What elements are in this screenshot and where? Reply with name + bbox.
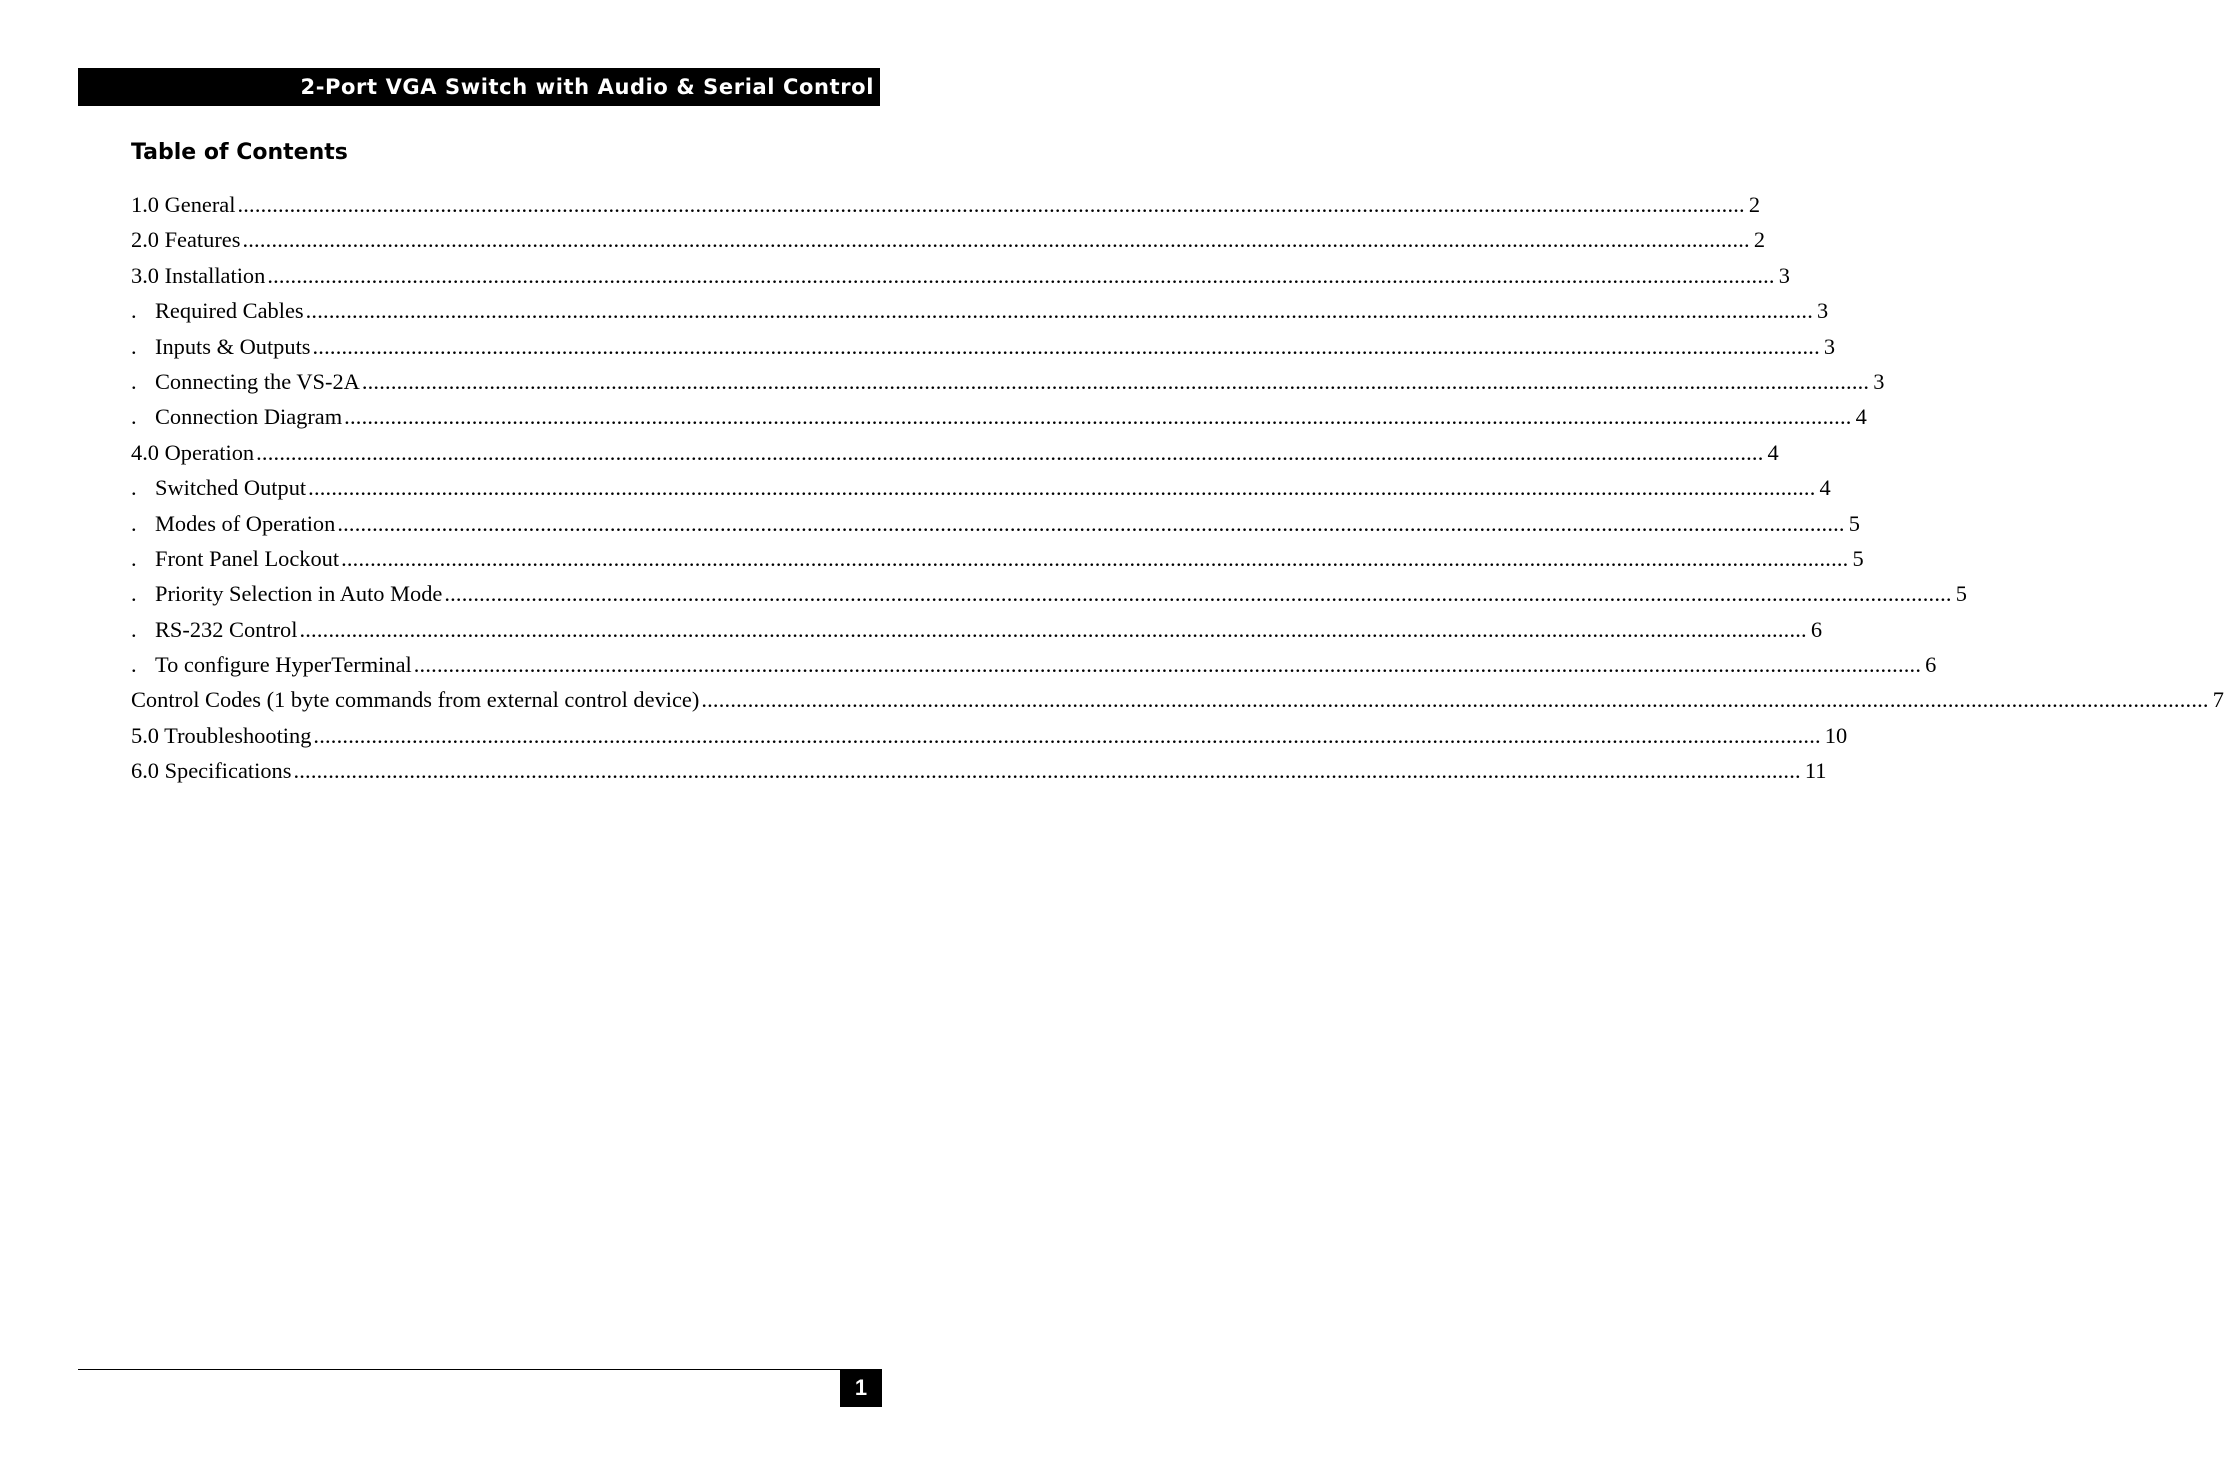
toc-entry-label: 4.0 Operation xyxy=(131,439,255,465)
toc-entry-bullet: . xyxy=(131,616,137,642)
toc-entry-bullet: . xyxy=(131,581,137,607)
toc-entry-label: Connection Diagram xyxy=(155,404,343,430)
toc-dot-leader: .................................................................................................................................................................................................................................................................... xyxy=(341,545,1849,571)
toc-entry-page: 6 xyxy=(1925,652,1937,678)
toc-entry-label: 1.0 General xyxy=(131,192,236,217)
toc-dot-leader: .................................................................................................................................................................................................................................................................... xyxy=(256,439,1764,465)
toc-dot-leader: .................................................................................................................................................................................................................................................................... xyxy=(312,333,1820,359)
toc-entry[interactable] xyxy=(131,682,2224,717)
toc-entry[interactable] xyxy=(131,718,1848,753)
toc-entry-label: Connecting the VS-2A xyxy=(155,368,360,394)
toc-dot-leader: .................................................................................................................................................................................................................................................................... xyxy=(344,404,1852,430)
toc-dot-leader: .................................................................................................................................................................................................................................................................... xyxy=(361,368,1870,394)
toc-entry-page: 4 xyxy=(1819,475,1831,501)
toc-dot-leader: .................................................................................................................................................................................................................................................................... xyxy=(337,510,1845,536)
toc-list xyxy=(131,187,2224,789)
toc-entry-bullet: . xyxy=(131,510,137,536)
toc-entry-page: 3 xyxy=(1823,333,1836,359)
toc-entry-page: 3 xyxy=(1817,298,1829,324)
toc-entry[interactable] xyxy=(131,329,1836,364)
toc-entry-page: 2 xyxy=(1748,192,1761,217)
toc-entry-page: 3 xyxy=(1778,262,1790,288)
toc-entry-bullet: . xyxy=(131,333,137,359)
toc-entry[interactable] xyxy=(131,612,1823,647)
toc-entry[interactable] xyxy=(131,187,1761,222)
toc-entry[interactable] xyxy=(131,647,1937,682)
toc-dot-leader: .................................................................................................................................................................................................................................................................... xyxy=(444,581,1952,607)
toc-entry-bullet: . xyxy=(131,298,137,324)
toc-entry-label: 2.0 Features xyxy=(131,227,241,253)
toc-entry-bullet: . xyxy=(131,652,137,678)
toc-entry-label: Front Panel Lockout xyxy=(155,545,340,571)
toc-heading: Table of Contents xyxy=(131,140,348,165)
toc-entry-bullet: . xyxy=(131,368,137,394)
toc-entry-label: Priority Selection in Auto Mode xyxy=(155,581,443,607)
toc-entry[interactable] xyxy=(131,753,1827,788)
toc-entry[interactable] xyxy=(131,364,1885,399)
toc-dot-leader: .................................................................................................................................................................................................................................................................... xyxy=(413,652,1922,678)
toc-entry-bullet: . xyxy=(131,475,137,501)
toc-entry-label: 5.0 Troubleshooting xyxy=(131,722,312,748)
toc-dot-leader: .................................................................................................................................................................................................................................................................... xyxy=(242,227,1750,253)
toc-entry-page: 10 xyxy=(1824,722,1848,748)
toc-entry-page: 5 xyxy=(1852,545,1864,571)
toc-entry-bullet: . xyxy=(131,404,137,430)
toc-entry-label: Inputs & Outputs xyxy=(155,333,311,359)
toc-entry-page: 4 xyxy=(1855,404,1867,430)
toc-entry-page: 2 xyxy=(1753,227,1766,253)
toc-entry-label: 3.0 Installation xyxy=(131,262,266,288)
toc-entry-page: 11 xyxy=(1804,758,1827,784)
toc-dot-leader: .................................................................................................................................................................................................................................................................... xyxy=(267,262,1775,288)
toc-entry-label: Modes of Operation xyxy=(155,510,336,536)
toc-dot-leader: .................................................................................................................................................................................................................................................................... xyxy=(237,192,1745,217)
toc-entry[interactable] xyxy=(131,470,1831,505)
toc-entry[interactable] xyxy=(131,293,1829,328)
page-number: 1 xyxy=(840,1369,882,1407)
toc-entry-page: 3 xyxy=(1873,368,1885,394)
toc-dot-leader: .................................................................................................................................................................................................................................................................... xyxy=(293,758,1801,784)
toc-dot-leader: .................................................................................................................................................................................................................................................................... xyxy=(701,687,2209,713)
toc-entry-page: 5 xyxy=(1848,510,1860,536)
toc-dot-leader: .................................................................................................................................................................................................................................................................... xyxy=(305,298,1814,324)
toc-entry-label: 6.0 Specifications xyxy=(131,758,292,784)
header-bar xyxy=(78,68,880,106)
toc-entry-label: To configure HyperTerminal xyxy=(155,652,412,678)
toc-entry[interactable] xyxy=(131,258,1790,293)
toc-entry[interactable] xyxy=(131,399,1867,434)
toc-entry[interactable] xyxy=(131,541,1864,576)
toc-dot-leader: .................................................................................................................................................................................................................................................................... xyxy=(313,722,1821,748)
toc-dot-leader: .................................................................................................................................................................................................................................................................... xyxy=(308,475,1816,501)
toc-entry-label: Control Codes (1 byte commands from external control device) xyxy=(131,687,700,713)
toc-entry-label: RS-232 Control xyxy=(155,616,298,642)
toc-entry-page: 5 xyxy=(1955,581,1967,607)
toc-dot-leader: .................................................................................................................................................................................................................................................................... xyxy=(299,616,1807,642)
footer-rule xyxy=(78,1369,840,1370)
toc-entry-page: 7 xyxy=(2212,687,2224,713)
toc-entry[interactable] xyxy=(131,222,1766,257)
toc-entry[interactable] xyxy=(131,435,1779,470)
toc-entry[interactable] xyxy=(131,576,1967,611)
document-title: 2-Port VGA Switch with Audio & Serial Control xyxy=(300,75,874,99)
toc-entry-label: Switched Output xyxy=(155,475,307,501)
toc-entry-page: 6 xyxy=(1810,616,1823,642)
toc-entry-label: Required Cables xyxy=(155,298,304,324)
toc-entry-page: 4 xyxy=(1767,439,1779,465)
toc-entry-bullet: . xyxy=(131,545,137,571)
toc-entry[interactable] xyxy=(131,506,1860,541)
